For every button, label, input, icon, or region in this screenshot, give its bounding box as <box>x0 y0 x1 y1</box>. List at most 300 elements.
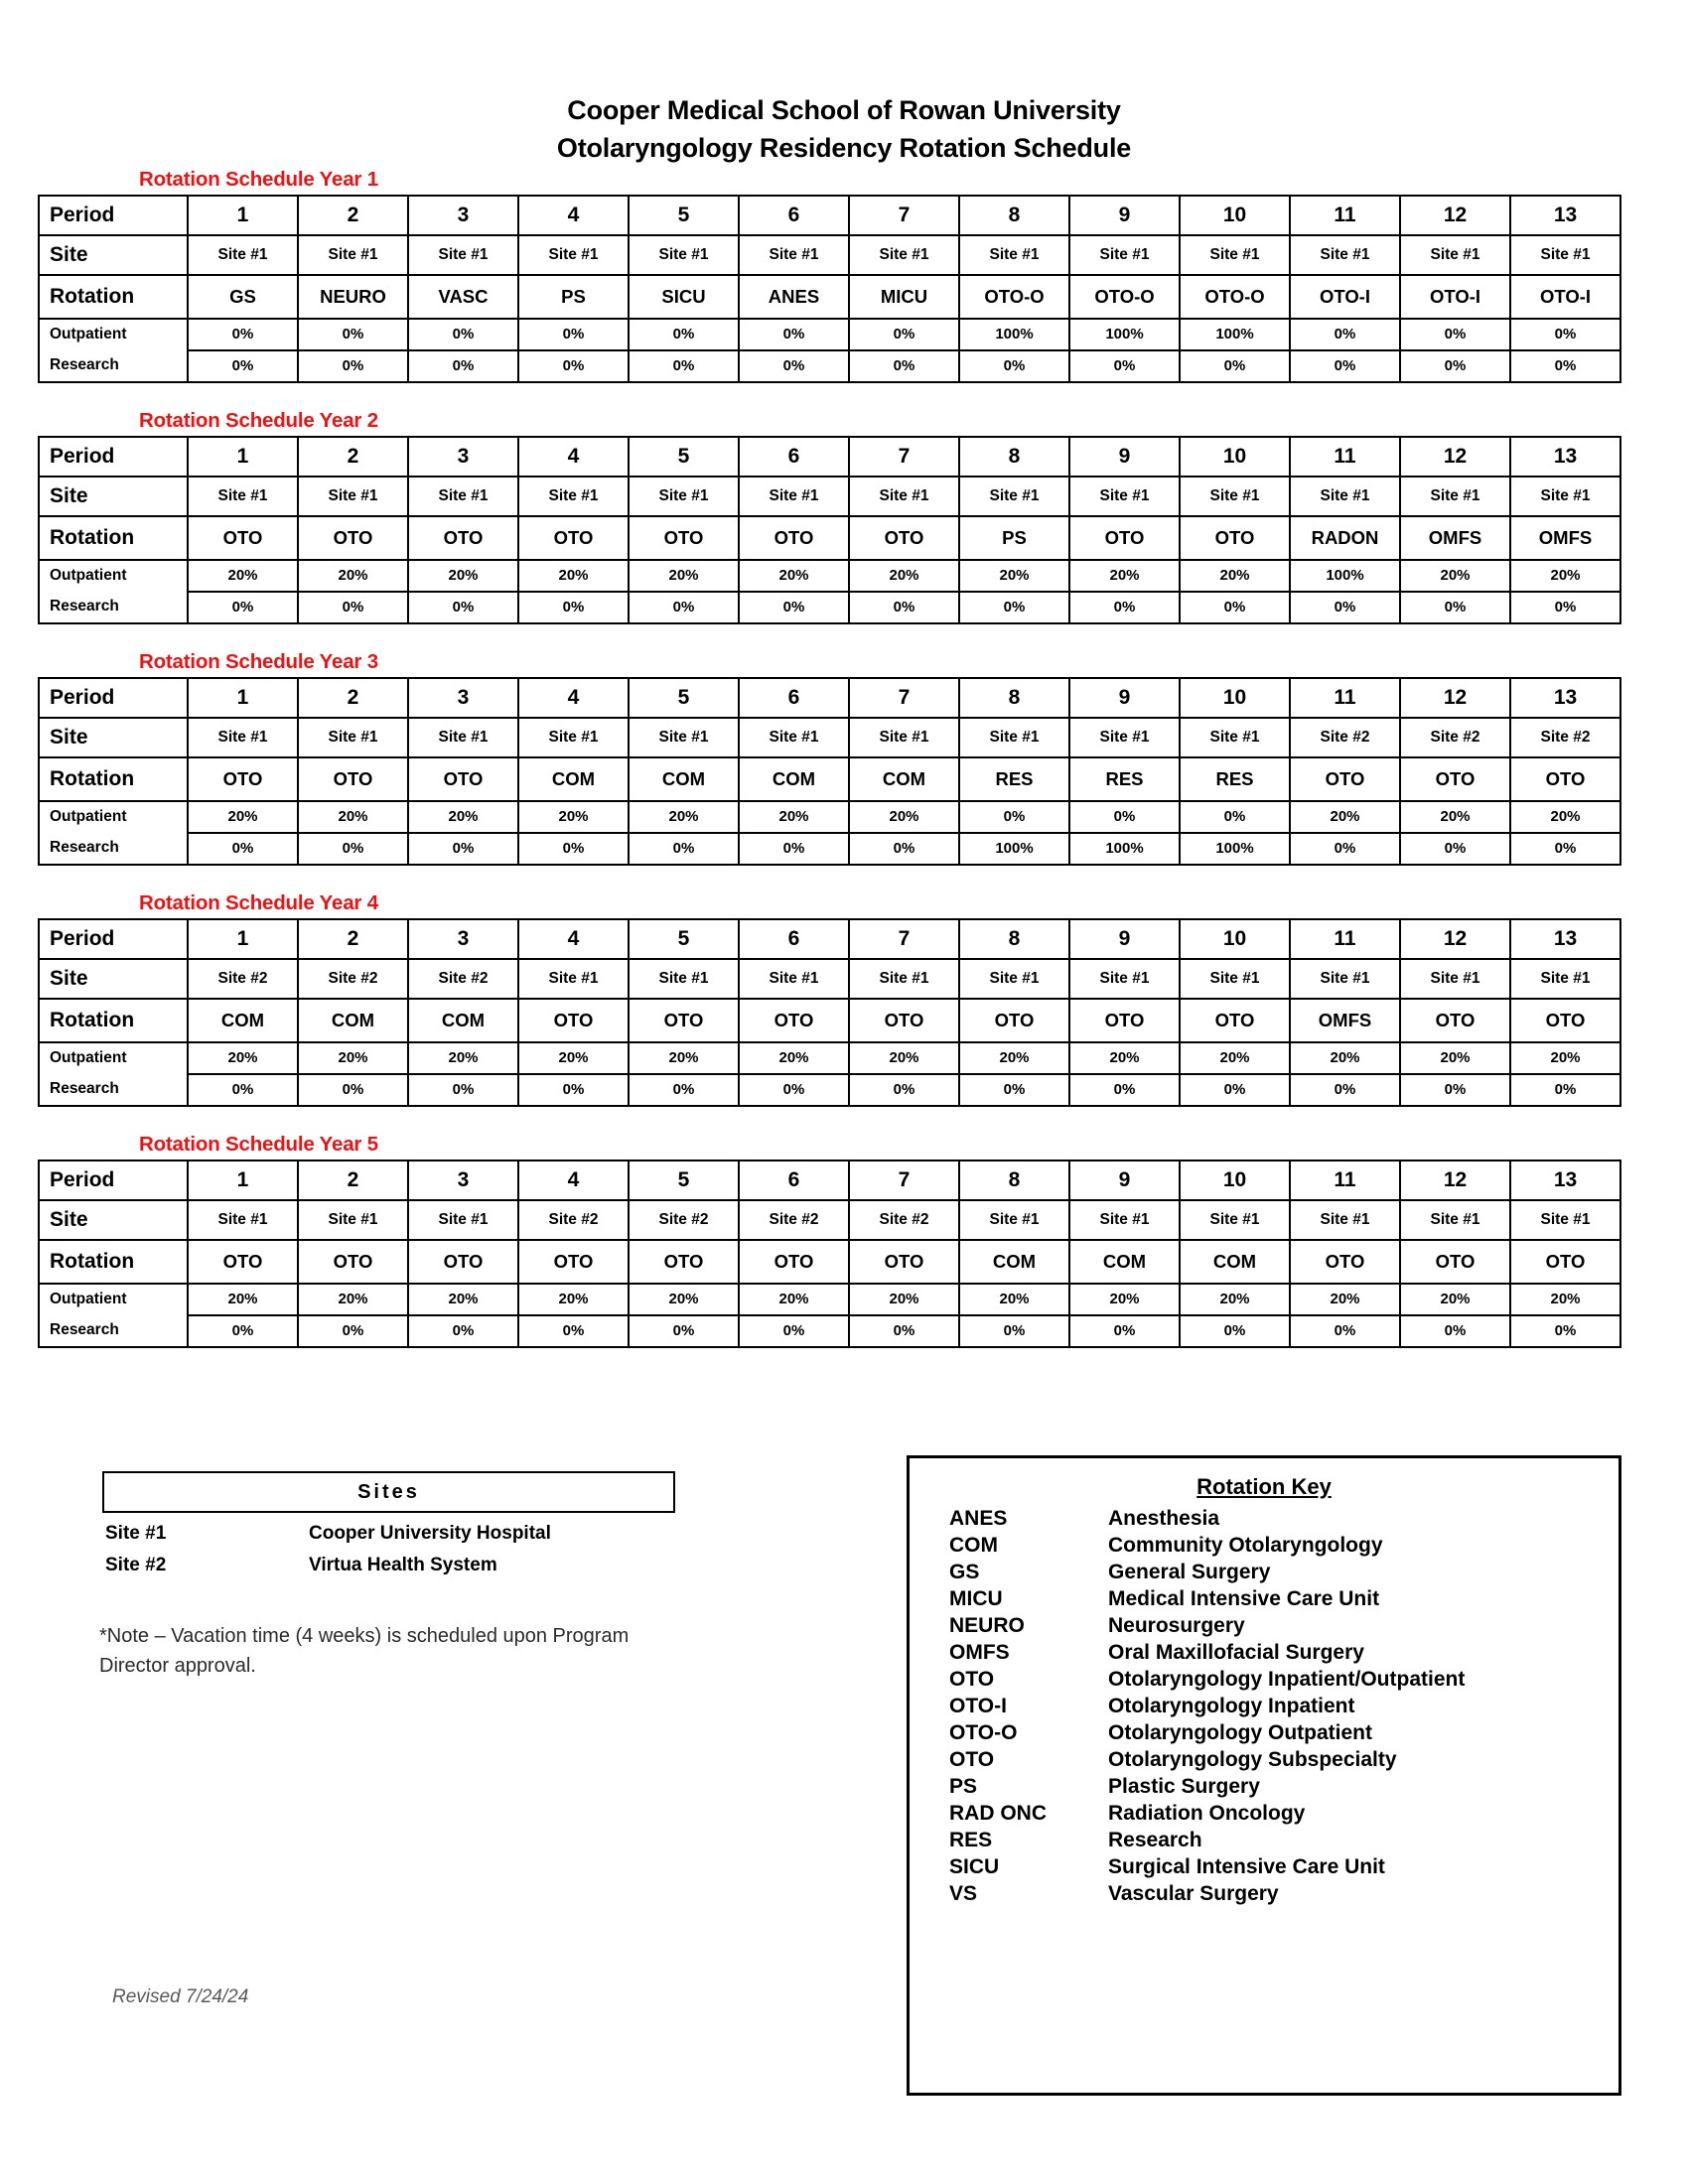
table-row-rotation-cell: OTO <box>518 1240 629 1284</box>
rotation-schedule-table <box>38 1160 1621 1348</box>
year-schedule-label: Rotation Schedule Year 2 <box>139 408 378 432</box>
table-row-outpatient-cell: 20% <box>959 1284 1069 1315</box>
rotation-key-abbr: OTO-I <box>949 1694 1007 1717</box>
rotation-key-abbr: RAD ONC <box>949 1801 1047 1825</box>
table-row-rotation-cell: OTO <box>1069 516 1180 560</box>
table-row-period-cell: 11 <box>1290 437 1400 477</box>
table-row-outpatient-cell: 20% <box>518 560 629 592</box>
table-row-period-cell: 4 <box>518 919 629 959</box>
table-row-site-cell: Site #1 <box>188 235 298 275</box>
table-row-site-label: Site <box>39 235 188 275</box>
table-row-period-cell: 2 <box>298 196 408 235</box>
table-row-research-cell: 0% <box>959 1315 1069 1347</box>
table-row-rotation-cell: OTO-O <box>959 275 1069 319</box>
table-row-rotation-cell: OTO <box>1510 999 1620 1042</box>
table-row-period-label: Period <box>39 437 188 477</box>
rotation-key-full: Otolaryngology Outpatient <box>1108 1720 1372 1744</box>
table-row-site-cell: Site #1 <box>1400 477 1510 516</box>
table-row-rotation-cell: PS <box>959 516 1069 560</box>
table-row-site-cell: Site #2 <box>739 1200 849 1240</box>
table-row-research <box>39 833 1620 865</box>
table-row-rotation-cell: COM <box>1069 1240 1180 1284</box>
table-row-research-cell: 0% <box>1069 1315 1180 1347</box>
table-row-period-cell: 6 <box>739 437 849 477</box>
table-row-period-label: Period <box>39 919 188 959</box>
rotation-key-full: Surgical Intensive Care Unit <box>1108 1854 1385 1878</box>
table-row-period-cell: 8 <box>959 196 1069 235</box>
table-row-site-cell: Site #1 <box>298 235 408 275</box>
table-row-outpatient-cell: 20% <box>188 1042 298 1074</box>
table-row-period-cell: 4 <box>518 196 629 235</box>
table-row-research-cell: 0% <box>1400 1315 1510 1347</box>
rotation-key-full: Medical Intensive Care Unit <box>1108 1586 1380 1610</box>
schedule-tables-region <box>0 168 1688 1374</box>
table-row-period-cell: 9 <box>1069 919 1180 959</box>
table-row-outpatient-cell: 20% <box>298 801 408 833</box>
table-row-period-cell: 2 <box>298 437 408 477</box>
sites-legend-id: Site #1 <box>105 1523 167 1544</box>
table-row-rotation-cell: NEURO <box>298 275 408 319</box>
table-row-site-cell: Site #1 <box>959 718 1069 757</box>
table-row-site-cell: Site #2 <box>298 959 408 999</box>
table-row-site <box>39 959 1620 999</box>
table-row-site-cell: Site #1 <box>959 477 1069 516</box>
table-row-research-cell: 0% <box>518 350 629 382</box>
rotation-key-row <box>910 1586 1618 1613</box>
table-row-rotation-cell: OTO <box>518 999 629 1042</box>
table-row-period-cell: 7 <box>849 437 959 477</box>
table-row-outpatient-cell: 20% <box>1069 1042 1180 1074</box>
table-row-site-cell: Site #1 <box>1180 718 1290 757</box>
table-row-research-cell: 0% <box>1510 833 1620 865</box>
table-row-outpatient-cell: 20% <box>1290 1284 1400 1315</box>
table-row-rotation-label: Rotation <box>39 999 188 1042</box>
table-row-rotation-cell: OTO <box>1400 1240 1510 1284</box>
table-row-outpatient-cell: 20% <box>408 1042 518 1074</box>
table-row-rotation-cell: OTO <box>298 757 408 801</box>
table-row-research-cell: 0% <box>1400 1074 1510 1106</box>
table-row-rotation-cell: OTO <box>188 1240 298 1284</box>
table-row-site-cell: Site #1 <box>298 477 408 516</box>
rotation-key-row <box>910 1720 1618 1747</box>
table-row-site-cell: Site #1 <box>629 959 739 999</box>
table-row-outpatient-cell: 20% <box>739 1042 849 1074</box>
table-row-outpatient-cell: 0% <box>518 319 629 350</box>
page-title-line-1: Cooper Medical School of Rowan University <box>567 95 1121 125</box>
table-row-rotation-cell: PS <box>518 275 629 319</box>
table-row-outpatient-cell: 20% <box>188 801 298 833</box>
table-row-period-cell: 8 <box>959 919 1069 959</box>
table-row-research-cell: 0% <box>959 350 1069 382</box>
table-row-research-label: Research <box>39 1074 188 1106</box>
table-row-rotation-cell: OTO <box>1400 757 1510 801</box>
table-row-research-cell: 0% <box>188 350 298 382</box>
table-row-period-cell: 12 <box>1400 437 1510 477</box>
sites-legend-name: Cooper University Hospital <box>309 1523 551 1544</box>
table-row-period-cell: 11 <box>1290 1160 1400 1200</box>
table-row-site-cell: Site #2 <box>1510 718 1620 757</box>
table-row-site-cell: Site #1 <box>959 235 1069 275</box>
table-row-site-label: Site <box>39 477 188 516</box>
rotation-key-full: Research <box>1108 1828 1202 1851</box>
table-row-outpatient-cell: 20% <box>849 1284 959 1315</box>
table-row-research-cell: 0% <box>1400 350 1510 382</box>
table-row-site-cell: Site #1 <box>188 1200 298 1240</box>
table-row-site-cell: Site #1 <box>629 477 739 516</box>
table-row-period <box>39 919 1620 959</box>
table-row-rotation-cell: OTO <box>849 999 959 1042</box>
table-row-site-cell: Site #1 <box>849 718 959 757</box>
table-row-rotation-cell: SICU <box>629 275 739 319</box>
table-row-period-cell: 5 <box>629 919 739 959</box>
table-row-outpatient-cell: 20% <box>298 560 408 592</box>
rotation-schedule-table <box>38 195 1621 383</box>
table-row-site-cell: Site #2 <box>629 1200 739 1240</box>
sites-legend <box>102 1471 675 1576</box>
table-row-rotation <box>39 1240 1620 1284</box>
table-row-research-cell: 0% <box>188 592 298 623</box>
table-row-period-cell: 7 <box>849 1160 959 1200</box>
revised-date: Revised 7/24/24 <box>112 1986 249 2007</box>
table-row-rotation-cell: OTO <box>518 516 629 560</box>
table-row-period-cell: 13 <box>1510 196 1620 235</box>
table-row-period-cell: 11 <box>1290 919 1400 959</box>
table-row-period-cell: 4 <box>518 437 629 477</box>
table-row-outpatient-label: Outpatient <box>39 801 188 833</box>
table-row-rotation-cell: OTO-O <box>1069 275 1180 319</box>
table-row-research-cell: 0% <box>408 1315 518 1347</box>
table-row-period-cell: 13 <box>1510 1160 1620 1200</box>
table-row-outpatient-cell: 20% <box>629 1284 739 1315</box>
table-row-outpatient-cell: 20% <box>629 560 739 592</box>
rotation-key-row <box>910 1881 1618 1908</box>
rotation-key-abbr: SICU <box>949 1854 1000 1878</box>
table-row-outpatient-cell: 20% <box>849 801 959 833</box>
year-schedule-label: Rotation Schedule Year 4 <box>139 890 378 914</box>
table-row-outpatient-cell: 20% <box>1069 560 1180 592</box>
table-row-period-cell: 1 <box>188 196 298 235</box>
table-row-site-cell: Site #1 <box>739 959 849 999</box>
table-row-period-cell: 10 <box>1180 919 1290 959</box>
table-row-period-cell: 12 <box>1400 196 1510 235</box>
table-row-research-cell: 0% <box>1510 592 1620 623</box>
table-row-outpatient <box>39 319 1620 350</box>
rotation-key-abbr: MICU <box>949 1586 1003 1610</box>
table-row-outpatient-cell: 20% <box>739 1284 849 1315</box>
table-row-site-label: Site <box>39 718 188 757</box>
table-row-period-cell: 12 <box>1400 678 1510 718</box>
table-row-site-cell: Site #1 <box>518 235 629 275</box>
table-row-outpatient-cell: 20% <box>959 560 1069 592</box>
table-row-rotation-cell: COM <box>408 999 518 1042</box>
table-row-research-cell: 0% <box>849 833 959 865</box>
table-row-research-cell: 0% <box>298 1315 408 1347</box>
table-row-site-cell: Site #1 <box>1290 959 1400 999</box>
table-row-site-cell: Site #1 <box>298 1200 408 1240</box>
table-row-period-cell: 10 <box>1180 678 1290 718</box>
table-row-research-cell: 100% <box>1180 833 1290 865</box>
page-title-line-2: Otolaryngology Residency Rotation Schedule <box>556 133 1132 164</box>
table-row-site-cell: Site #2 <box>1400 718 1510 757</box>
table-row-outpatient-cell: 20% <box>629 1042 739 1074</box>
table-spacer <box>0 1348 1688 1374</box>
table-row-period-cell: 6 <box>739 919 849 959</box>
rotation-schedule-table <box>38 918 1621 1107</box>
table-row-outpatient-cell: 0% <box>849 319 959 350</box>
table-row-rotation-cell: COM <box>188 999 298 1042</box>
table-row-research-cell: 0% <box>1180 1074 1290 1106</box>
table-row-rotation-cell: VASC <box>408 275 518 319</box>
table-row-period-cell: 2 <box>298 678 408 718</box>
table-row-period-cell: 1 <box>188 919 298 959</box>
table-row-period-cell: 8 <box>959 1160 1069 1200</box>
table-row-period-cell: 13 <box>1510 919 1620 959</box>
rotation-key-box <box>907 1455 1621 2096</box>
table-row-site <box>39 718 1620 757</box>
table-row-research-cell: 0% <box>188 1315 298 1347</box>
table-row-period-cell: 8 <box>959 678 1069 718</box>
table-row-research <box>39 592 1620 623</box>
table-row-site-cell: Site #1 <box>1069 235 1180 275</box>
table-row-outpatient-cell: 100% <box>959 319 1069 350</box>
table-row-site-cell: Site #1 <box>629 235 739 275</box>
table-row-site-cell: Site #2 <box>188 959 298 999</box>
table-row-site <box>39 477 1620 516</box>
table-row-research-cell: 0% <box>1069 1074 1180 1106</box>
table-row-rotation-cell: OTO <box>408 1240 518 1284</box>
table-row-rotation-cell: OTO <box>739 516 849 560</box>
table-row-outpatient-cell: 0% <box>188 319 298 350</box>
table-row-period-cell: 9 <box>1069 196 1180 235</box>
table-row-rotation-cell: OMFS <box>1400 516 1510 560</box>
rotation-key-full: Oral Maxillofacial Surgery <box>1108 1640 1364 1664</box>
table-row-period-cell: 13 <box>1510 437 1620 477</box>
sites-legend-row <box>102 1555 675 1576</box>
table-row-outpatient-cell: 0% <box>1069 801 1180 833</box>
table-row-outpatient-cell: 20% <box>1400 801 1510 833</box>
table-row-research-cell: 0% <box>739 350 849 382</box>
table-row-rotation-cell: MICU <box>849 275 959 319</box>
table-row-research-cell: 0% <box>1069 350 1180 382</box>
table-row-period <box>39 1160 1620 1200</box>
table-row-outpatient-cell: 20% <box>849 560 959 592</box>
table-row-outpatient-cell: 20% <box>739 560 849 592</box>
table-row-rotation-cell: GS <box>188 275 298 319</box>
table-row-period-cell: 4 <box>518 678 629 718</box>
table-row-research-cell: 0% <box>1510 1315 1620 1347</box>
table-row-research-cell: 0% <box>739 1074 849 1106</box>
table-row-outpatient-cell: 20% <box>1510 801 1620 833</box>
table-row-rotation-cell: OTO-O <box>1180 275 1290 319</box>
table-row-period-cell: 2 <box>298 1160 408 1200</box>
table-row-research-cell: 0% <box>1290 350 1400 382</box>
table-row-outpatient <box>39 1042 1620 1074</box>
table-row-site-cell: Site #1 <box>408 718 518 757</box>
table-row-research-cell: 0% <box>1290 1074 1400 1106</box>
table-row-research-cell: 0% <box>739 833 849 865</box>
table-row-period-cell: 4 <box>518 1160 629 1200</box>
rotation-key-row <box>910 1667 1618 1694</box>
table-row-site-cell: Site #1 <box>1180 477 1290 516</box>
table-row-rotation-cell: RES <box>1069 757 1180 801</box>
table-row-period-cell: 12 <box>1400 1160 1510 1200</box>
table-row-outpatient-cell: 20% <box>408 560 518 592</box>
table-row-outpatient-cell: 20% <box>298 1284 408 1315</box>
table-row-rotation-cell: OMFS <box>1290 999 1400 1042</box>
table-row-site-cell: Site #1 <box>1290 477 1400 516</box>
table-row-outpatient-cell: 20% <box>518 1042 629 1074</box>
table-row-research-cell: 0% <box>1290 833 1400 865</box>
year-schedule-label: Rotation Schedule Year 3 <box>139 649 378 673</box>
table-row-rotation-cell: OTO <box>1180 516 1290 560</box>
table-row-period-cell: 9 <box>1069 437 1180 477</box>
table-row-rotation-cell: COM <box>959 1240 1069 1284</box>
sites-legend-row <box>102 1523 675 1545</box>
rotation-key-row <box>910 1774 1618 1801</box>
table-row-outpatient-cell: 20% <box>1290 801 1400 833</box>
table-row-rotation-cell: OTO <box>739 999 849 1042</box>
table-row-research-cell: 0% <box>408 592 518 623</box>
table-row-period-label: Period <box>39 678 188 718</box>
table-spacer <box>0 866 1688 891</box>
rotation-key-row <box>910 1613 1618 1640</box>
table-row-rotation-label: Rotation <box>39 275 188 319</box>
table-row-research-cell: 0% <box>1290 592 1400 623</box>
table-row-period-cell: 1 <box>188 437 298 477</box>
table-row-outpatient-cell: 20% <box>629 801 739 833</box>
table-row-period-cell: 9 <box>1069 1160 1180 1200</box>
table-row-rotation <box>39 757 1620 801</box>
table-row-outpatient-cell: 20% <box>1400 1042 1510 1074</box>
table-row-outpatient-cell: 20% <box>959 1042 1069 1074</box>
rotation-key-abbr: OMFS <box>949 1640 1010 1664</box>
rotation-key-row <box>910 1828 1618 1854</box>
table-row-site-cell: Site #1 <box>959 1200 1069 1240</box>
table-row-rotation-cell: OTO <box>629 516 739 560</box>
table-row-site-cell: Site #1 <box>1180 1200 1290 1240</box>
table-row-rotation-cell: COM <box>629 757 739 801</box>
rotation-key-row <box>910 1747 1618 1774</box>
table-row-research-cell: 0% <box>849 1074 959 1106</box>
rotation-key-row <box>910 1801 1618 1828</box>
table-row-rotation-cell: COM <box>849 757 959 801</box>
rotation-key-row <box>910 1854 1618 1881</box>
table-row-period-cell: 11 <box>1290 196 1400 235</box>
table-row-rotation-cell: OTO <box>188 516 298 560</box>
table-row-research-cell: 0% <box>1180 1315 1290 1347</box>
table-row-rotation-cell: OTO <box>1069 999 1180 1042</box>
rotation-key-abbr: OTO <box>949 1747 995 1771</box>
rotation-key-abbr: NEURO <box>949 1613 1025 1637</box>
table-row-period <box>39 196 1620 235</box>
table-row-rotation-label: Rotation <box>39 757 188 801</box>
table-row-site-cell: Site #2 <box>408 959 518 999</box>
table-row-research-cell: 100% <box>959 833 1069 865</box>
table-row-outpatient-cell: 20% <box>1400 560 1510 592</box>
table-row-research-cell: 0% <box>1510 1074 1620 1106</box>
table-row-research-cell: 0% <box>1400 592 1510 623</box>
rotation-key-title: Rotation Key <box>1196 1474 1332 1499</box>
rotation-key-row <box>910 1560 1618 1586</box>
table-row-period-cell: 5 <box>629 437 739 477</box>
table-row-research-cell: 0% <box>959 592 1069 623</box>
table-row-outpatient-cell: 100% <box>1290 560 1400 592</box>
table-row-outpatient-cell: 20% <box>1510 1284 1620 1315</box>
table-row-period-cell: 11 <box>1290 678 1400 718</box>
table-row-outpatient-cell: 0% <box>408 319 518 350</box>
table-row-rotation-cell: OTO <box>1290 1240 1400 1284</box>
table-row-site-cell: Site #1 <box>1510 1200 1620 1240</box>
table-row-outpatient <box>39 1284 1620 1315</box>
table-row-research-cell: 0% <box>629 350 739 382</box>
table-row-research-cell: 0% <box>518 1074 629 1106</box>
table-row-site-cell: Site #2 <box>849 1200 959 1240</box>
table-row-rotation-cell: COM <box>518 757 629 801</box>
table-row-site-cell: Site #1 <box>518 959 629 999</box>
table-row-site-cell: Site #2 <box>1290 718 1400 757</box>
table-row-research-cell: 0% <box>1400 833 1510 865</box>
year-schedule-label: Rotation Schedule Year 5 <box>139 1132 378 1156</box>
table-row-rotation-label: Rotation <box>39 1240 188 1284</box>
table-spacer <box>0 624 1688 650</box>
table-row-research-cell: 0% <box>298 1074 408 1106</box>
table-row-site-cell: Site #1 <box>298 718 408 757</box>
table-row-research-cell: 0% <box>188 1074 298 1106</box>
table-row-period-cell: 13 <box>1510 678 1620 718</box>
sites-legend-id: Site #2 <box>105 1555 167 1575</box>
table-row-period-cell: 2 <box>298 919 408 959</box>
table-row-site-label: Site <box>39 1200 188 1240</box>
rotation-key-abbr: COM <box>949 1533 998 1557</box>
table-row-outpatient-cell: 0% <box>1180 801 1290 833</box>
year-schedule-label: Rotation Schedule Year 1 <box>139 167 378 191</box>
table-row-rotation-cell: OTO <box>739 1240 849 1284</box>
table-row-outpatient-cell: 20% <box>1510 1042 1620 1074</box>
table-row-rotation-cell: COM <box>1180 1240 1290 1284</box>
table-row-outpatient-cell: 20% <box>518 801 629 833</box>
table-row-rotation-cell: OTO-I <box>1290 275 1400 319</box>
table-row-research-cell: 0% <box>959 1074 1069 1106</box>
table-row-period-cell: 1 <box>188 1160 298 1200</box>
table-row-site-cell: Site #1 <box>408 1200 518 1240</box>
table-spacer <box>0 1107 1688 1133</box>
rotation-key-row <box>910 1694 1618 1720</box>
table-row-period-cell: 5 <box>629 1160 739 1200</box>
table-row-site-cell: Site #1 <box>739 477 849 516</box>
table-row-rotation-cell: OTO <box>298 516 408 560</box>
table-row-period-cell: 7 <box>849 678 959 718</box>
table-row-site-cell: Site #1 <box>1400 235 1510 275</box>
table-row-period-cell: 6 <box>739 678 849 718</box>
table-row-research-cell: 0% <box>629 592 739 623</box>
rotation-key-full: Plastic Surgery <box>1108 1774 1260 1798</box>
table-row-outpatient-cell: 20% <box>849 1042 959 1074</box>
table-row-site-cell: Site #1 <box>1400 959 1510 999</box>
table-row-research-cell: 0% <box>188 833 298 865</box>
table-row-research-cell: 0% <box>739 1315 849 1347</box>
table-row-outpatient-cell: 0% <box>739 319 849 350</box>
rotation-key-full: Otolaryngology Inpatient <box>1108 1694 1355 1717</box>
table-row-outpatient-cell: 20% <box>1180 1042 1290 1074</box>
table-row-rotation-cell: COM <box>739 757 849 801</box>
rotation-key-abbr: OTO <box>949 1667 995 1691</box>
table-row-outpatient-cell: 20% <box>1180 1284 1290 1315</box>
table-row-research-cell: 0% <box>518 833 629 865</box>
rotation-key-row <box>910 1533 1618 1560</box>
table-row-site-cell: Site #1 <box>518 718 629 757</box>
rotation-key-full: Otolaryngology Inpatient/Outpatient <box>1108 1667 1466 1691</box>
table-row-site-cell: Site #1 <box>849 235 959 275</box>
